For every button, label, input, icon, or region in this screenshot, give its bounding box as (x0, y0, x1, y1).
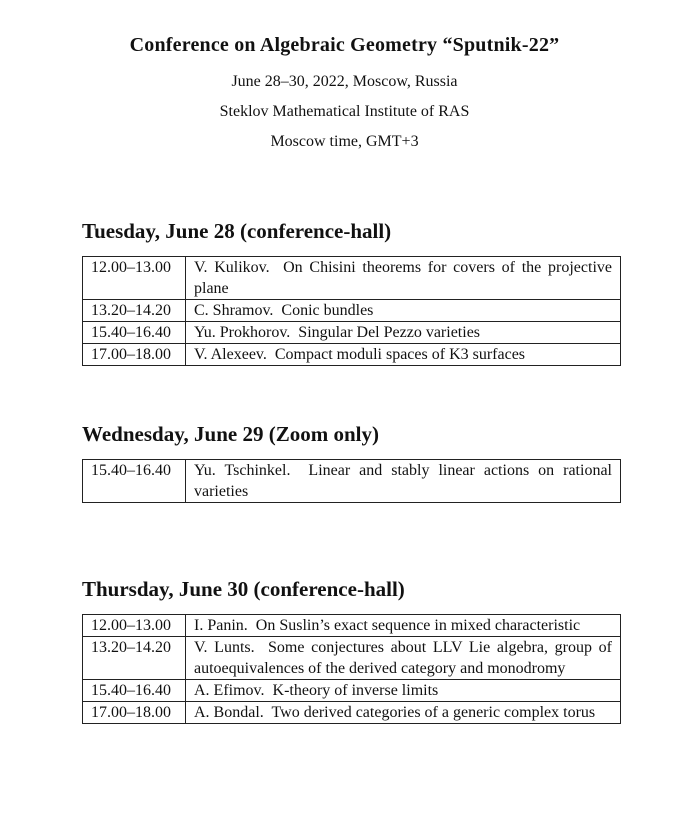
talk-title: Conic bundles (281, 302, 374, 319)
table-row (83, 637, 621, 680)
conference-timezone: Moscow time, GMT+3 (270, 133, 419, 150)
table-row (83, 322, 621, 344)
talk-speaker: C. Shramov. (194, 302, 274, 319)
table-row (83, 257, 621, 300)
talk-speaker: Yu. Prokhorov. (194, 324, 291, 341)
talk-speaker: I. Panin. (194, 617, 248, 634)
schedule-table (82, 614, 621, 724)
talk-time: 15.40–16.40 (83, 322, 186, 344)
talk-title: Two derived categories of a generic complex torus (271, 704, 596, 721)
talk-cell (186, 615, 621, 637)
talk-speaker: V. Lunts. (194, 639, 255, 656)
talk-cell (186, 300, 621, 322)
table-row (83, 680, 621, 702)
table-row (83, 460, 621, 503)
talk-title: Singular Del Pezzo varieties (298, 324, 481, 341)
talk-speaker: V. Alexeev. (194, 346, 267, 363)
talk-cell (186, 637, 621, 680)
talk-title: K-theory of inverse limits (272, 682, 439, 699)
talk-cell (186, 257, 621, 300)
talk-time: 13.20–14.20 (83, 300, 186, 322)
talk-time: 17.00–18.00 (83, 702, 186, 724)
table-row (83, 615, 621, 637)
talk-time: 12.00–13.00 (83, 257, 186, 300)
table-row (83, 344, 621, 366)
talk-speaker: A. Bondal. (194, 704, 264, 721)
day-heading: Tuesday, June 28 (conference-hall) (82, 219, 392, 243)
schedule-table (82, 459, 621, 503)
talk-speaker: Yu. Tschinkel. (194, 462, 291, 479)
day-section-wednesday (82, 422, 622, 503)
talk-time: 13.20–14.20 (83, 637, 186, 680)
talk-cell (186, 702, 621, 724)
talk-cell (186, 680, 621, 702)
talk-cell (186, 344, 621, 366)
talk-time: 12.00–13.00 (83, 615, 186, 637)
day-section-thursday (82, 577, 622, 724)
conference-venue: Steklov Mathematical Institute of RAS (219, 103, 470, 120)
conference-dates: June 28–30, 2022, Moscow, Russia (231, 73, 458, 90)
day-heading: Wednesday, June 29 (Zoom only) (82, 422, 379, 446)
talk-title: On Chisini theorems for covers of the projective plane (194, 259, 612, 297)
schedule-table (82, 256, 621, 366)
talk-title: Compact moduli spaces of K3 surfaces (274, 346, 526, 363)
talk-cell (186, 322, 621, 344)
talk-title: On Suslin’s exact sequence in mixed characteristic (255, 617, 581, 634)
table-row (83, 702, 621, 724)
talk-speaker: V. Kulikov. (194, 259, 270, 276)
talk-time: 15.40–16.40 (83, 680, 186, 702)
talk-title: Linear and stably linear actions on rational varieties (194, 462, 612, 500)
talk-cell (186, 460, 621, 503)
table-row (83, 300, 621, 322)
talk-time: 17.00–18.00 (83, 344, 186, 366)
day-heading: Thursday, June 30 (conference-hall) (82, 577, 405, 601)
day-section-tuesday (82, 219, 622, 366)
conference-title: Conference on Algebraic Geometry “Sputnik-22” (129, 34, 560, 56)
talk-time: 15.40–16.40 (83, 460, 186, 503)
talk-speaker: A. Efimov. (194, 682, 265, 699)
talk-title: Some conjectures about LLV Lie algebra, group of autoequivalences of the derived category and monodromy (194, 639, 613, 677)
document-header (0, 34, 689, 157)
